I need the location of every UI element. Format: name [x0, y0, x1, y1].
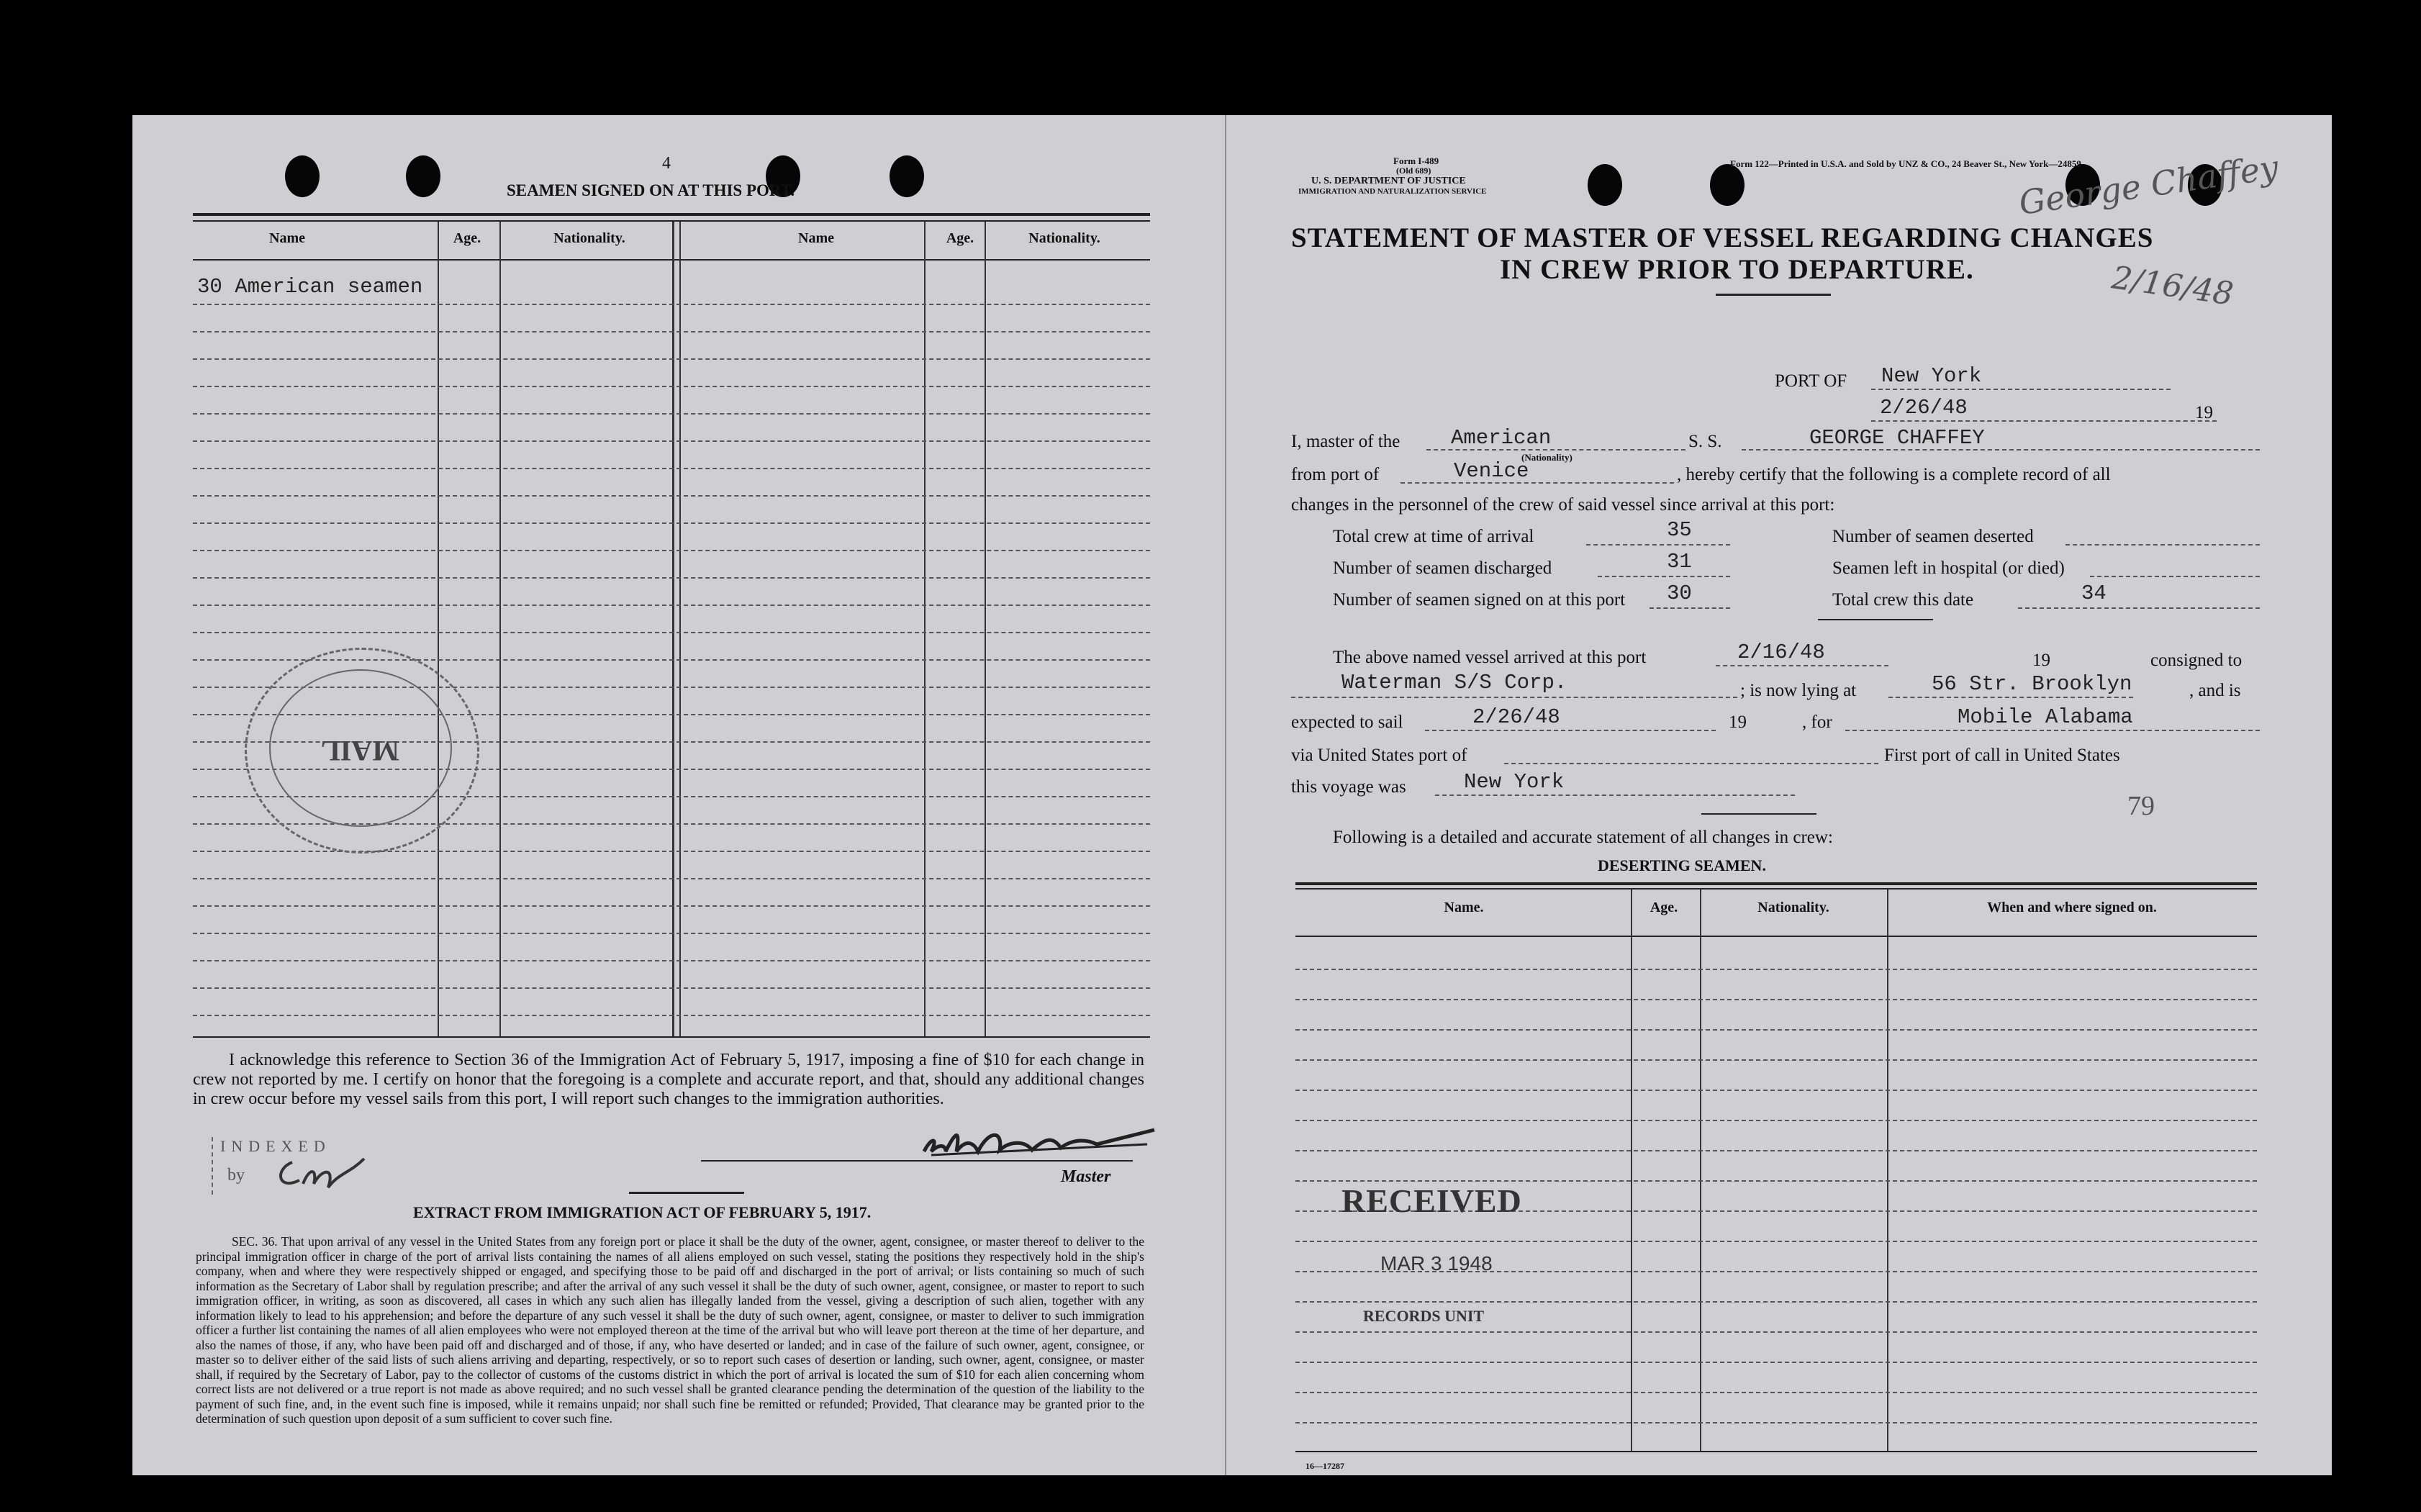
consigned-label: consigned to — [2150, 651, 2243, 670]
col-header-name-2: Name — [798, 230, 834, 246]
voyage-label: this voyage was — [1291, 777, 1406, 797]
row-rule — [193, 358, 1150, 360]
column-divider — [499, 222, 501, 1036]
received-unit: RECORDS UNIT — [1363, 1307, 1485, 1325]
port-label: PORT OF — [1775, 371, 1847, 391]
department: U. S. DEPARTMENT OF JUSTICE — [1311, 176, 1466, 186]
stat-line — [2018, 607, 2260, 609]
signed-value: 30 — [1667, 581, 1692, 605]
table-bottom-rule — [193, 1036, 1150, 1038]
via-line — [1504, 763, 1878, 764]
table-bottom-rule — [1295, 1451, 2257, 1452]
total-arrival-value: 35 — [1667, 518, 1692, 542]
extract-text: SEC. 36. That upon arrival of any vessel in the United States from any foreign port or place it shall be the duty of the owner, agent, consignee, or master thereof to deliver to the principal immigration officer in charge of the port of arrival lists containing the names of all aliens employed on such vessel, stating the positions they respectively hold in the ship's company, when and where they were respectively shipped or engaged, and specifying those to be paid off and discharged in the port of arrival; or lists containing so much of such information as the Secretary of Labor shall by regulation prescribe; and after the arrival of any such vessel it shall be the duty of such owner, agent, consignee, or master to report to such immigration officer, in writing, as soon as discovered, all cases in which any such alien has illegally landed from the vessel, giving a description of such alien, together with any information likely to lead to his apprehension; and before the departure of any such vessel it shall be the duty of such owner, agent, consignee, or master to deliver to such immigration officer a further list containing the names of all alien employees who were not employed thereon at the time of the arrival but who will leave port thereon at the time of her departure, and also the names of those, if any, who have been paid off and discharged and of those, if any, who have deserted or landed; and in case of the failure of such owner, agent, consignee, or master so to deliver either of the said lists of such aliens arriving and departing, respectively, or so to report such cases of desertion or landing, such owner, agent, consignee, or master shall, if required by the Secretary of Labor, pay to the collector of customs of the customs district in which the port of arrival is located the sum of $10 for each alien concerning whom correct lists are not delivered or a true report is not made as above required; and no such vessel shall be granted clearance pending the determination of the question of the liability to the payment of such fine, and, in the event such fine is imposed, while it remains unpaid; nor shall such fine be remitted or refunded; Provided, That clearance may be granted prior to the determination of such question upon deposit of a sum sufficient to cover such fine. — [196, 1234, 1144, 1426]
title-line-1: STATEMENT OF MASTER OF VESSEL REGARDING CHANGES — [1291, 222, 2154, 253]
indexed-by: by — [227, 1166, 245, 1185]
row-rule — [1295, 969, 2257, 970]
received-stamp: RECEIVED — [1341, 1182, 1522, 1219]
lying-value: 56 Str. Brooklyn — [1932, 672, 2132, 696]
handwritten-vessel-name: George Chaffey — [2017, 148, 2281, 222]
row-rule — [1295, 1090, 2257, 1091]
row-rule — [193, 440, 1150, 442]
row-rule — [1295, 1392, 2257, 1393]
row-rule — [193, 878, 1150, 879]
table-col-signed-on: When and where signed on. — [1987, 900, 2157, 915]
date-value: 2/26/48 — [1880, 396, 1968, 420]
vessel-name: GEORGE CHAFFEY — [1809, 426, 1985, 450]
row-rule — [193, 632, 1150, 633]
certify-text: , hereby certify that the following is a complete record of all — [1677, 465, 2111, 484]
date-line — [1871, 420, 2217, 422]
port-value: New York — [1881, 364, 1982, 388]
row-rule — [193, 605, 1150, 606]
indexed-initials-signature — [271, 1151, 379, 1195]
stat-divider — [1818, 619, 1933, 620]
col-header-age-2: Age. — [946, 230, 974, 246]
nationality-caption: (Nationality) — [1521, 452, 1572, 463]
arrived-value: 2/16/48 — [1737, 640, 1825, 664]
port-line — [1871, 389, 2171, 390]
column-divider — [672, 222, 674, 1036]
certification-text: I acknowledge this reference to Section 36 of the Immigration Act of February 5, 1917, imposing a fine of $10 for each change in crew not reported by me. I certify on honor that the foregoing is a complete and accurate report, and that, should any additional changes in crew occur before my vessel sails from this port, I will report such changes to the immigration authorities. — [193, 1051, 1144, 1108]
lying-label: ; is now lying at — [1740, 681, 1857, 700]
divider — [629, 1192, 744, 1194]
master-label: I, master of the — [1291, 432, 1400, 451]
row-rule — [1295, 1029, 2257, 1031]
total-date-value: 34 — [2081, 581, 2107, 605]
following-text: Following is a detailed and accurate statement of all changes in crew: — [1333, 828, 1833, 847]
title-rule — [1716, 294, 1831, 296]
row-rule — [193, 386, 1150, 387]
form-old: (Old 689) — [1396, 166, 1431, 176]
header-rule — [193, 259, 1150, 261]
voyage-divider — [1701, 813, 1816, 815]
year-suffix: 19 — [2195, 403, 2213, 422]
arrived-label: The above named vessel arrived at this port — [1333, 648, 1647, 667]
expected-value: 2/26/48 — [1472, 705, 1560, 729]
punch-hole — [285, 155, 320, 197]
row-rule — [193, 960, 1150, 961]
top-rule — [193, 220, 1150, 222]
voyage-line — [1435, 795, 1795, 796]
table-col-name: Name. — [1444, 900, 1484, 915]
expected-label: expected to sail — [1291, 712, 1403, 732]
margin-number: 79 — [2127, 791, 2155, 821]
for-line — [1845, 730, 2260, 731]
col-header-nationality: Nationality. — [553, 230, 625, 246]
discharged-label: Number of seamen discharged — [1333, 558, 1552, 578]
row-rule — [1295, 1150, 2257, 1151]
table-col-nationality: Nationality. — [1757, 900, 1829, 915]
table-header-rule — [1295, 936, 2257, 937]
and-is: , and is — [2189, 681, 2241, 700]
row-rule — [1295, 1362, 2257, 1363]
year-expected: 19 — [1729, 712, 1747, 732]
row-rule — [193, 905, 1150, 907]
master-label: Master — [1061, 1167, 1111, 1186]
handwritten-date: 2/16/48 — [2109, 259, 2236, 313]
row-rule — [193, 413, 1150, 415]
entry-seamen: 30 American seamen — [197, 275, 423, 299]
total-date-label: Total crew this date — [1832, 590, 1974, 610]
extract-title: EXTRACT FROM IMMIGRATION ACT OF FEBRUARY 5, 1917. — [413, 1203, 872, 1221]
stat-line — [1586, 544, 1730, 546]
row-rule — [193, 331, 1150, 332]
table-top-rule — [1295, 888, 2257, 889]
row-rule — [1295, 1059, 2257, 1061]
postmark-text: MAIL — [321, 735, 399, 767]
printer-line: Form 122—Printed in U.S.A. and Sold by UNZ & CO., 24 Beaver St., New York—24859 — [1730, 158, 2081, 169]
indexed-label: INDEXED — [220, 1137, 331, 1155]
row-rule — [193, 495, 1150, 497]
signed-label: Number of seamen signed on at this port — [1333, 590, 1626, 610]
column-divider — [985, 222, 986, 1036]
via-label: via United States port of — [1291, 746, 1467, 765]
discharged-value: 31 — [1667, 550, 1692, 574]
deserting-title: DESERTING SEAMEN. — [1598, 856, 1766, 874]
top-rule — [193, 213, 1150, 216]
service: IMMIGRATION AND NATURALIZATION SERVICE — [1298, 187, 1487, 196]
left-page — [132, 115, 1226, 1475]
hospital-label: Seamen left in hospital (or died) — [1832, 558, 2065, 578]
stat-line — [1598, 576, 1730, 577]
for-value: Mobile Alabama — [1958, 705, 2133, 729]
stat-line — [2090, 576, 2260, 577]
from-port-label: from port of — [1291, 465, 1380, 484]
total-arrival-label: Total crew at time of arrival — [1333, 527, 1534, 546]
title-line-2: IN CREW PRIOR TO DEPARTURE. — [1500, 254, 1974, 285]
row-rule — [193, 987, 1150, 989]
voyage-value: New York — [1464, 770, 1565, 794]
punch-hole — [406, 155, 440, 197]
punch-hole — [1710, 164, 1745, 206]
column-divider — [1887, 889, 1888, 1451]
indexed-stamp — [212, 1137, 386, 1195]
from-port-value: Venice — [1454, 459, 1529, 483]
consignee: Waterman S/S Corp. — [1341, 671, 1567, 694]
stat-line — [1650, 607, 1730, 609]
page-number: 4 — [662, 154, 671, 173]
consignee-line — [1291, 697, 1737, 698]
footer-code: 16—17287 — [1305, 1461, 1344, 1471]
col-header-age: Age. — [453, 230, 481, 246]
nationality-value: American — [1451, 426, 1552, 450]
column-divider — [1700, 889, 1701, 1451]
signature-line — [701, 1160, 1133, 1162]
table-top-rule — [1295, 882, 2257, 885]
changes-text: changes in the personnel of the crew of said vessel since arrival at this port: — [1291, 495, 1835, 515]
table-col-age: Age. — [1650, 900, 1678, 915]
stat-line — [2065, 544, 2260, 546]
from-port-line — [1400, 482, 1674, 484]
right-page — [1226, 115, 2332, 1475]
received-date: MAR 3 1948 — [1380, 1252, 1493, 1275]
row-rule — [1295, 999, 2257, 1000]
row-rule — [1295, 1120, 2257, 1121]
row-rule — [193, 577, 1150, 579]
arrived-line — [1716, 665, 1888, 666]
punch-hole — [890, 155, 924, 197]
form-number: Form I-489 — [1393, 155, 1439, 166]
row-rule — [193, 550, 1150, 551]
row-rule — [193, 1015, 1150, 1016]
row-rule — [193, 933, 1150, 934]
row-rule — [1295, 1301, 2257, 1303]
section-title: SEAMEN SIGNED ON AT THIS PORT. — [507, 181, 795, 199]
row-rule — [1295, 1241, 2257, 1242]
row-rule — [193, 304, 1150, 305]
row-rule — [1295, 1331, 2257, 1333]
for-label: , for — [1802, 712, 1832, 732]
col-header-name: Name — [269, 230, 305, 246]
col-header-nationality-2: Nationality. — [1028, 230, 1100, 246]
punch-hole — [1588, 164, 1622, 206]
column-divider — [679, 222, 681, 1036]
deserted-label: Number of seamen deserted — [1832, 527, 2034, 546]
column-divider — [438, 222, 439, 1036]
year-arrived: 19 — [2032, 651, 2050, 670]
row-rule — [1295, 1422, 2257, 1423]
ss-label: S. S. — [1688, 432, 1722, 451]
row-rule — [193, 522, 1150, 524]
master-signature — [917, 1115, 1162, 1166]
column-divider — [1631, 889, 1632, 1451]
expected-line — [1425, 730, 1716, 731]
first-port-label: First port of call in United States — [1884, 746, 2120, 765]
row-rule — [193, 468, 1150, 469]
column-divider — [924, 222, 926, 1036]
lying-line — [1888, 697, 2133, 698]
